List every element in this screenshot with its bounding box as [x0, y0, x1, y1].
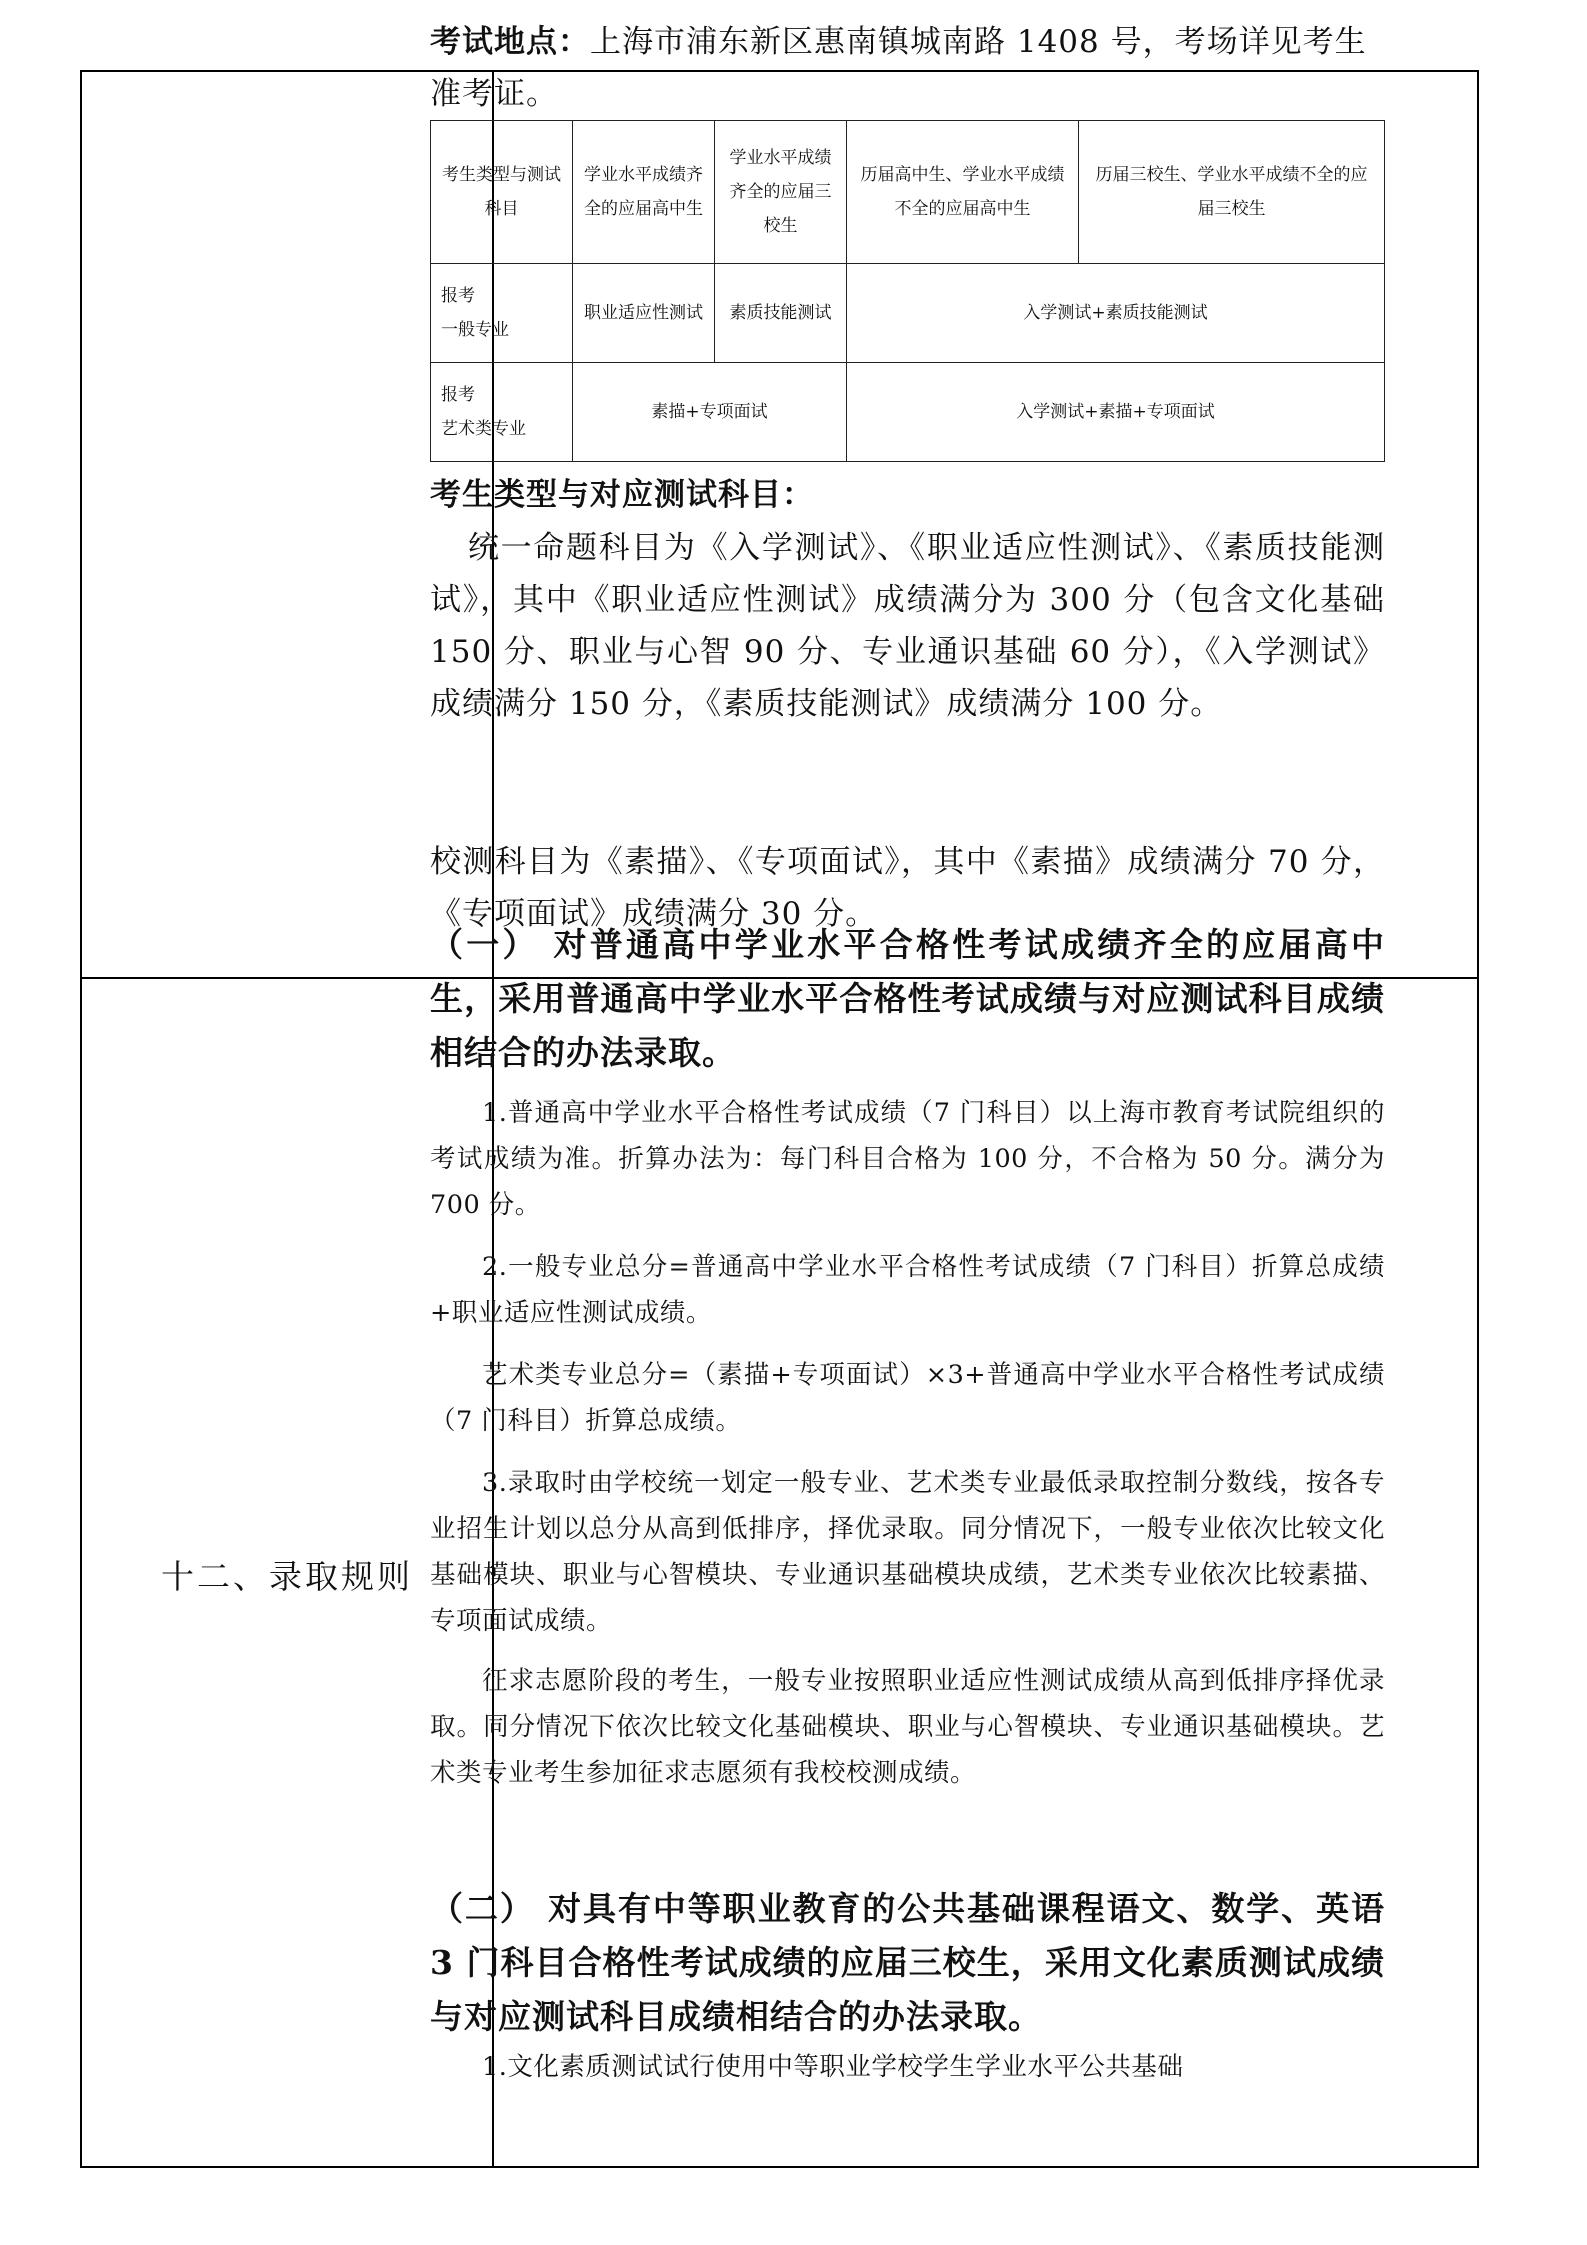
exam-location — [430, 16, 1385, 120]
rule-one-heading: （一） 对普通高中学业水平合格性考试成绩齐全的应届高中生，采用普通高中学业水平合格性考试成绩与对应测试科目成绩相结合的办法录取。 — [430, 925, 1385, 1072]
rule-one-paragraph: 3.录取时由学校统一划定一般专业、艺术类专业最低录取控制分数线，按各专业招生计划以总分从高到低排序，择优录取。同分情况下，一般专业依次比较文化基础模块、职业与心智模块、专业通识基础模块成绩，艺术类专业依次比较素描、专项面试成绩。 — [430, 1468, 1385, 1636]
cell-merged: 素描+专项面试 — [573, 362, 847, 461]
exam-location-label: 考试地点： — [430, 24, 590, 60]
cell-merged: 入学测试+素描+专项面试 — [847, 362, 1385, 461]
row-label-art: 报考 艺术类专业 — [431, 362, 573, 461]
rule-one-paragraph: 1.普通高中学业水平合格性考试成绩（7 门科目）以上海市教育考试院组织的考试成绩为准。折算办法为：每门科目合格为 100 分，不合格为 50 分。满分为 700 分。 — [430, 1098, 1385, 1220]
school-subjects-paragraph: 校测科目为《素描》、《专项面试》，其中《素描》成绩满分 70 分，《专项面试》成绩满分 30 分。 — [430, 844, 1385, 932]
rule-one-paragraph: 征求志愿阶段的考生，一般专业按照职业适应性测试成绩从高到低排序择优录取。同分情况下依次比较文化基础模块、职业与心智模块、专业通识基础模块。艺术类专业考生参加征求志愿须有我校校测成绩。 — [430, 1666, 1385, 1788]
rule-one-paragraph: 2.一般专业总分=普通高中学业水平合格性考试成绩（7 门科目）折算总成绩+职业适应性测试成绩。 — [430, 1252, 1385, 1328]
header-cell: 学业水平成绩齐全的应届三校生 — [715, 121, 847, 264]
subject-table — [430, 120, 1385, 462]
header-cell: 考生类型与测试科目 — [431, 121, 573, 264]
exam-location-text: 上海市浦东新区惠南镇城南路 1408 号，考场详见考生准考证。 — [430, 24, 1367, 112]
cell: 素质技能测试 — [715, 263, 847, 362]
row-label-general: 报考 一般专业 — [431, 263, 573, 362]
subject-table-row-art — [431, 362, 1385, 461]
rule-one-paragraph: 艺术类专业总分=（素描+专项面试）×3+普通高中学业水平合格性考试成绩（7 门科目）折算总成绩。 — [430, 1360, 1385, 1436]
header-cell: 历届高中生、学业水平成绩不全的应届高中生 — [847, 121, 1079, 264]
cell: 职业适应性测试 — [573, 263, 715, 362]
subject-table-header — [431, 121, 1385, 264]
rule-two-heading: （二） 对具有中等职业教育的公共基础课程语文、数学、英语 3 门科目合格性考试成绩的应届三校生，采用文化素质测试成绩与对应测试科目成绩相结合的办法录取。 — [430, 1889, 1385, 2036]
header-cell: 学业水平成绩齐全的应届高中生 — [573, 121, 715, 264]
unified-subjects-paragraph: 统一命题科目为《入学测试》、《职业适应性测试》、《素质技能测试》，其中《职业适应性测试》成绩满分为 300 分（包含文化基础 150 分、职业与心智 90 分、专业通识基础 60 分），《入学测试》成绩满分 150 分，《素质技能测试》成绩满分 100 分。 — [430, 530, 1385, 722]
header-cell: 历届三校生、学业水平成绩不全的应届三校生 — [1079, 121, 1385, 264]
types-title: 考生类型与对应测试科目： — [430, 477, 814, 513]
cell-merged: 入学测试+素质技能测试 — [847, 263, 1385, 362]
subject-table-row-general — [431, 263, 1385, 362]
rule-two-paragraph: 1.文化素质测试试行使用中等职业学校学生学业水平公共基础 — [482, 2052, 1184, 2082]
row-label-admission-rules: 十二、录取规则 — [161, 1557, 413, 1596]
